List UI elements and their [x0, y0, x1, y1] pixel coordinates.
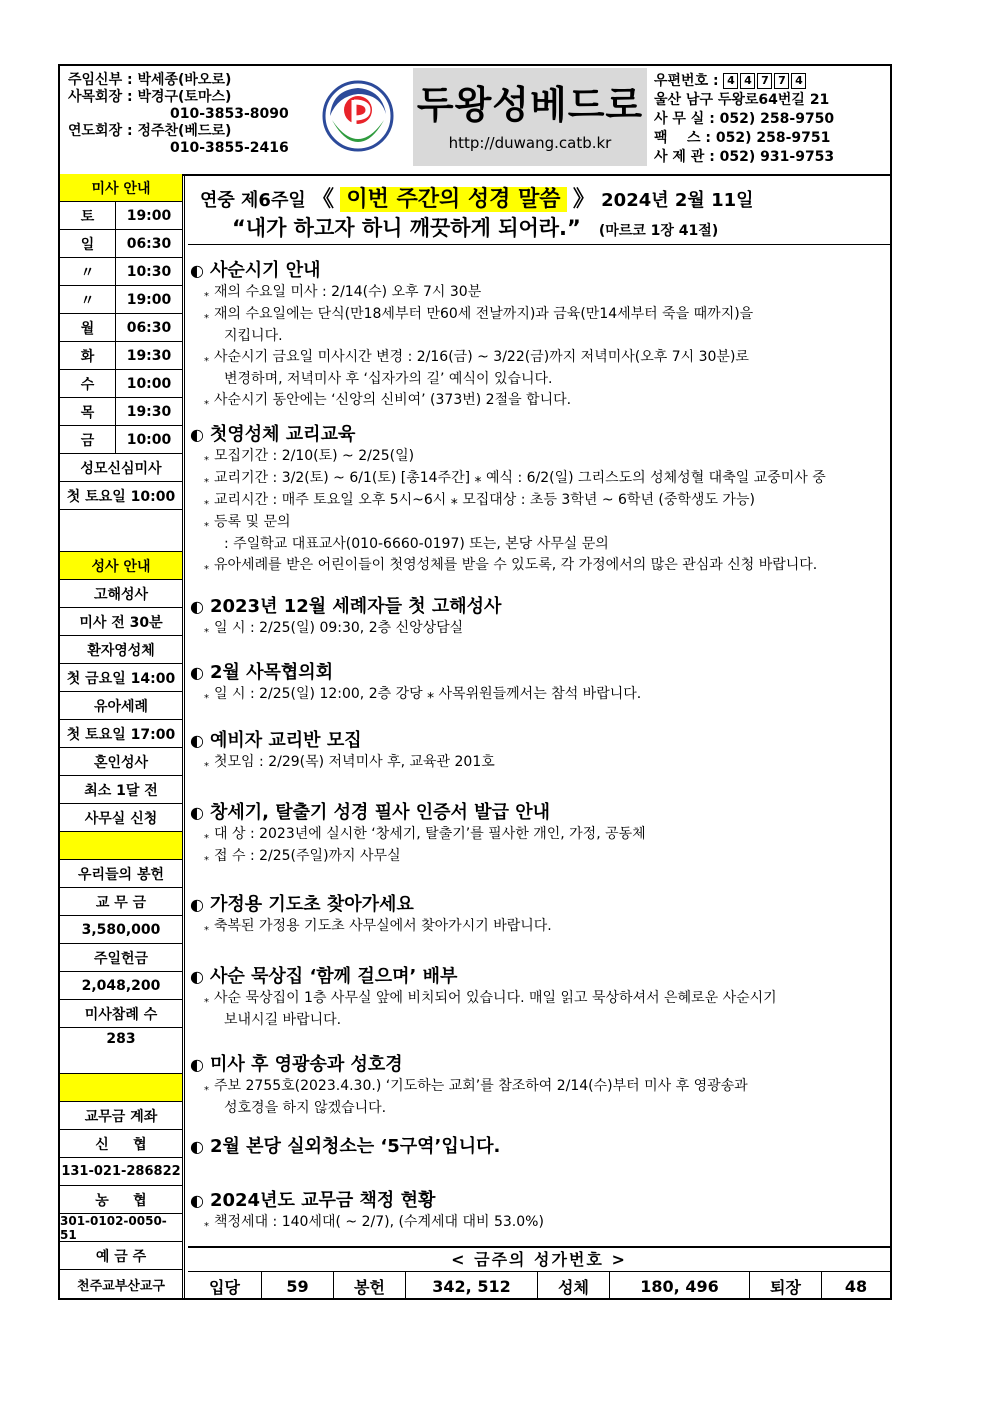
- liturgical-week: 연중 제6주일: [200, 190, 306, 211]
- section-line-text: 축복된 가정용 기도초 사무실에서 찾아가시기 바랍니다.: [214, 918, 552, 934]
- sick-communion-time: 첫 금요일 14:00: [60, 664, 182, 692]
- mass-day: 수: [60, 370, 116, 397]
- section-line: [190, 1076, 748, 1098]
- announcement-section: [190, 726, 495, 774]
- section-line-text: 모집기간 : 2/10(토) ~ 2/25(일): [214, 448, 415, 464]
- section-title-text: 사순 묵상집 ‘함께 걸으며’ 배부: [209, 966, 458, 987]
- section-line: [190, 468, 826, 490]
- section-line-text: 일 시 : 2/25(일) 09:30, 2층 신앙상담실: [214, 620, 464, 636]
- account-title: 교무금 계좌: [60, 1102, 182, 1130]
- section-line-text: 책정세대 : 140세대( ~ 2/7), (수계세대 대비 53.0%): [214, 1214, 544, 1230]
- section-line-text: 일 시 : 2/25(일) 12:00, 2층 강당 ⁎ 사목위원들께서는 참석 바랍니다.: [214, 686, 642, 702]
- section-title-text: 2월 사목협의회: [209, 662, 334, 683]
- zip-digit: 7: [774, 73, 789, 89]
- section-title: [190, 592, 501, 618]
- spacer-row: [60, 510, 182, 552]
- section-title-text: 2024년도 교무금 책정 현황: [209, 1190, 436, 1211]
- bullet-icon: ⁎: [204, 353, 209, 364]
- section-title-text: 2023년 12월 세례자들 첫 고해성사: [209, 596, 502, 617]
- section-title-text: 가정용 기도초 찾아가세요: [209, 894, 414, 915]
- offertory-number: 342, 512: [406, 1272, 538, 1300]
- bullet-icon: ⁎: [204, 852, 209, 863]
- bullet-icon: ⁎: [204, 994, 209, 1005]
- mass-time: 19:00: [126, 291, 172, 308]
- verse-header: [188, 174, 890, 245]
- section-line-text: : 주일학교 대표교사(010-6660-0197) 또는, 본당 사무실 문의: [224, 536, 609, 552]
- pastor: 주임신부 : 박세종(바오로): [68, 72, 232, 88]
- section-line: [190, 1212, 544, 1234]
- attendance-value: 283: [60, 1028, 182, 1074]
- section-title-text: 예비자 교리반 모집: [209, 730, 362, 751]
- zip-digit: 7: [757, 73, 772, 89]
- verse-reference: (마르코 1장 41절): [598, 223, 719, 239]
- bullet-icon: ⁎: [204, 561, 209, 572]
- bullet-icon: ⁎: [204, 830, 209, 841]
- half-circle-icon: ◐: [190, 1055, 204, 1074]
- parish-title-box: [413, 68, 647, 166]
- zip-code: [654, 72, 834, 91]
- recessional-number: 48: [844, 1276, 868, 1296]
- parish-url[interactable]: http://duwang.catb.kr: [448, 134, 612, 152]
- bullet-icon: ⁎: [204, 1082, 209, 1093]
- section-title: [190, 962, 777, 988]
- council-phone: 010-3853-8090: [170, 106, 289, 122]
- section-line: [190, 988, 777, 1010]
- bulletin-header: [60, 66, 890, 176]
- section-title-text: 창세기, 탈출기 성경 필사 인증서 발급 안내: [209, 802, 551, 823]
- marian-mass: 성모신심미사: [60, 454, 182, 482]
- section-line: [190, 534, 826, 555]
- parish-title: 두왕성베드로: [416, 83, 644, 127]
- section-line: [190, 1098, 748, 1119]
- bullet-icon: ⁎: [204, 474, 209, 485]
- section-line-text: 대 상 : 2023년에 실시한 ‘창세기, 탈출기’를 필사한 개인, 가정, 공동체: [214, 826, 646, 842]
- zip-digit: 4: [723, 73, 738, 89]
- section-title: [190, 256, 753, 282]
- mass-row: [60, 426, 182, 454]
- section-line-text: 주보 2755호(2023.4.30.) ‘기도하는 교회’를 참조하여 2/14(수)부터 미사 후 영광송과: [214, 1078, 748, 1094]
- section-line: [190, 326, 753, 347]
- infant-baptism-time: 첫 토요일 17:00: [60, 720, 182, 748]
- fee-label: 교 무 금: [60, 888, 182, 916]
- half-circle-icon: ◐: [190, 261, 204, 280]
- verse-text: “내가 하고자 하니 깨끗하게 되어라.”: [232, 216, 581, 240]
- section-line: [190, 490, 826, 512]
- contact-info: [654, 72, 834, 167]
- mass-time: 06:30: [126, 235, 172, 252]
- mass-row: [60, 398, 182, 426]
- mass-time: 19:30: [126, 403, 172, 420]
- mass-day: 일: [60, 230, 116, 257]
- bullet-icon: ⁎: [204, 1218, 209, 1229]
- section-line: [190, 282, 753, 304]
- zip-label: 우편번호 :: [654, 73, 719, 89]
- mass-day: 월: [60, 314, 116, 341]
- section-line-text: 첫모임 : 2/29(목) 저녁미사 후, 교육관 201호: [214, 754, 495, 770]
- entry-label: 입당: [188, 1272, 262, 1300]
- holder-label: 예 금 주: [60, 1242, 182, 1270]
- spacer-yellow: [60, 1074, 182, 1102]
- section-line: [190, 390, 753, 412]
- mass-row: [60, 258, 182, 286]
- mass-time: 06:30: [126, 319, 172, 336]
- mass-time: 10:00: [126, 431, 172, 448]
- bracket-open: 《: [312, 187, 335, 212]
- mass-day: 〃: [60, 286, 116, 313]
- mass-row: [60, 342, 182, 370]
- bullet-icon: ⁎: [204, 518, 209, 529]
- mass-row: [60, 286, 182, 314]
- announcement-section: [190, 1050, 748, 1119]
- section-title: [190, 1050, 748, 1076]
- legion-chair: 연도회장 : 정주찬(베드로): [68, 123, 232, 139]
- half-circle-icon: ◐: [190, 1137, 204, 1156]
- section-title: [190, 726, 495, 752]
- section-line: [190, 369, 753, 390]
- section-line-text: 변경하며, 저녁미사 후 ‘십자가의 길’ 예식이 있습니다.: [224, 371, 553, 387]
- bullet-icon: ⁎: [204, 310, 209, 321]
- section-line-text: 지킵니다.: [224, 328, 283, 344]
- marriage-time: 최소 1달 전: [60, 776, 182, 804]
- section-line: [190, 512, 826, 534]
- half-circle-icon: ◐: [190, 895, 204, 914]
- bullet-icon: ⁎: [204, 288, 209, 299]
- half-circle-icon: ◐: [190, 803, 204, 822]
- section-line-text: 사순 묵상집이 1층 사무실 앞에 비치되어 있습니다. 매일 읽고 묵상하셔서 은혜로운 사순시기: [214, 990, 777, 1006]
- mass-day: 〃: [60, 258, 116, 285]
- half-circle-icon: ◐: [190, 1191, 204, 1210]
- mass-day: 토: [60, 202, 116, 229]
- attendance-label: 미사참례 수: [60, 1000, 182, 1028]
- sunday-offering-label: 주일헌금: [60, 944, 182, 972]
- marriage: 혼인성사: [60, 748, 182, 776]
- verse-heading: 이번 주간의 성경 말씀: [340, 187, 566, 212]
- section-line-text: 교리시간 : 매주 토요일 오후 5시~6시 ⁎ 모집대상 : 초등 3학년 ~ 6학년 (중학생도 가능): [214, 492, 755, 508]
- mass-row: [60, 230, 182, 258]
- bullet-icon: ⁎: [204, 690, 209, 701]
- section-line-text: 사순시기 금요일 미사시간 변경 : 2/16(금) ~ 3/22(금)까지 저녁미사(오후 7시 30분)로: [214, 349, 749, 365]
- announcement-section: [190, 1186, 544, 1234]
- section-title: [190, 890, 552, 916]
- mass-row: [60, 314, 182, 342]
- legion-phone: 010-3855-2416: [170, 140, 289, 156]
- verse-line: [232, 212, 718, 242]
- section-line: [190, 347, 753, 369]
- offertory-label: 봉헌: [334, 1272, 406, 1300]
- bullet-icon: ⁎: [204, 624, 209, 635]
- section-line-text: 등록 및 문의: [214, 514, 291, 530]
- mass-day: 금: [60, 426, 116, 453]
- bank-name: 신 협: [60, 1130, 182, 1158]
- announcement-section: [190, 890, 552, 938]
- section-line-text: 재의 수요일 미사 : 2/14(수) 오후 7시 30분: [214, 284, 482, 300]
- section-line-text: 재의 수요일에는 단식(만18세부터 만60세 전날까지)과 금육(만14세부터 죽을 때까지)을: [214, 306, 754, 322]
- communion-number: 180, 496: [610, 1272, 750, 1300]
- announcement-section: [190, 420, 826, 577]
- sidebar: [60, 174, 182, 1298]
- hymn-title: < 금주의 성가번호 >: [188, 1246, 890, 1272]
- mass-title: 미사 안내: [60, 174, 182, 202]
- section-line: [190, 446, 826, 468]
- offering-title: 우리들의 봉헌: [60, 860, 182, 888]
- address: 울산 남구 두왕로64번길 21: [654, 92, 830, 108]
- mass-day: 화: [60, 342, 116, 369]
- sunday-offering-value: 2,048,200: [60, 972, 182, 1000]
- section-line: [190, 555, 826, 577]
- holder: 천주교부산교구: [77, 1278, 165, 1294]
- section-line: [190, 846, 646, 868]
- mass-time: 10:00: [126, 375, 172, 392]
- office-phone: 사 무 실 : 052) 258-9750: [654, 111, 835, 127]
- section-title-text: 사순시기 안내: [209, 260, 321, 281]
- half-circle-icon: ◐: [190, 663, 204, 682]
- section-title: [190, 1186, 544, 1212]
- fee-value: 3,580,000: [60, 916, 182, 944]
- section-line: [190, 618, 501, 640]
- section-line-text: 사순시기 동안에는 ‘신앙의 신비여’ (373번) 2절을 합니다.: [214, 392, 572, 408]
- mass-time: 10:30: [126, 263, 172, 280]
- bullet-icon: ⁎: [204, 758, 209, 769]
- announcement-section: [190, 256, 753, 412]
- section-line: [190, 824, 646, 846]
- parish-logo-icon: [322, 80, 394, 152]
- verse-title-line: [200, 182, 754, 213]
- bank-account: 131-021-286822: [60, 1158, 182, 1186]
- spacer-yellow: [60, 832, 182, 860]
- section-line: [190, 752, 495, 774]
- section-line: [190, 304, 753, 326]
- mass-row: [60, 202, 182, 230]
- half-circle-icon: ◐: [190, 967, 204, 986]
- section-line-text: 교리기간 : 3/2(토) ~ 6/1(토) [총14주간] ⁎ 예식 : 6/2(일) 그리스도의 성체성혈 대축일 교중미사 중: [214, 470, 826, 486]
- section-line-text: 성호경을 하지 않겠습니다.: [224, 1100, 387, 1116]
- communion-label: 성체: [538, 1272, 610, 1300]
- confession-time: 미사 전 30분: [60, 608, 182, 636]
- half-circle-icon: ◐: [190, 425, 204, 444]
- sick-communion: 환자영성체: [60, 636, 182, 664]
- bulletin-date: 2024년 2월 11일: [601, 190, 754, 211]
- confession: 고해성사: [60, 580, 182, 608]
- section-title-text: 미사 후 영광송과 성호경: [209, 1054, 403, 1075]
- announcement-section: [190, 1132, 500, 1158]
- announcement-section: [190, 798, 646, 868]
- section-line: [190, 1010, 777, 1031]
- section-title-text: 첫영성체 교리교육: [209, 424, 356, 445]
- section-line-text: 유아세례를 받은 어린이들이 첫영성체를 받을 수 있도록, 각 가정에서의 많은 관심과 신청 바랍니다.: [214, 557, 818, 573]
- section-title: [190, 1132, 500, 1158]
- bullet-icon: ⁎: [204, 922, 209, 933]
- section-line-text: 접 수 : 2/25(주일)까지 사무실: [214, 848, 401, 864]
- mass-time: 19:30: [126, 347, 172, 364]
- announcement-section: [190, 962, 777, 1031]
- zip-digit: 4: [791, 73, 806, 89]
- staff-info: [68, 72, 289, 157]
- half-circle-icon: ◐: [190, 597, 204, 616]
- bracket-close: 》: [572, 187, 595, 212]
- announcement-section: [190, 592, 501, 640]
- section-line: [190, 684, 641, 706]
- bullet-icon: ⁎: [204, 496, 209, 507]
- rectory-phone: 사 제 관 : 052) 931-9753: [654, 149, 835, 165]
- bulletin-page: [58, 64, 892, 1300]
- hymn-numbers: [188, 1272, 890, 1300]
- bank-name: 농 협: [60, 1186, 182, 1214]
- section-title: [190, 658, 641, 684]
- recessional-label: 퇴장: [750, 1272, 822, 1300]
- sacrament-title: 성사 안내: [60, 552, 182, 580]
- section-line: [190, 916, 552, 938]
- marriage-apply: 사무실 신청: [60, 804, 182, 832]
- council-chair: 사목회장 : 박경구(토마스): [68, 89, 232, 105]
- column-divider: [182, 174, 185, 1300]
- bullet-icon: ⁎: [204, 452, 209, 463]
- marian-mass-time: 첫 토요일 10:00: [60, 482, 182, 510]
- infant-baptism: 유아세례: [60, 692, 182, 720]
- section-line-text: 보내시길 바랍니다.: [224, 1012, 342, 1028]
- mass-time: 19:00: [126, 207, 172, 224]
- section-title-text: 2월 본당 실외청소는 ‘5구역’입니다.: [209, 1136, 501, 1157]
- fax-number: 팩 스 : 052) 258-9751: [654, 130, 831, 146]
- mass-row: [60, 370, 182, 398]
- bank-account: 301-0102-0050-51: [60, 1214, 182, 1242]
- bullet-icon: ⁎: [204, 396, 209, 407]
- entry-number: 59: [262, 1272, 334, 1300]
- section-title: [190, 798, 646, 824]
- zip-digit: 4: [740, 73, 755, 89]
- mass-day: 목: [60, 398, 116, 425]
- section-title: [190, 420, 826, 446]
- half-circle-icon: ◐: [190, 731, 204, 750]
- announcement-section: [190, 658, 641, 706]
